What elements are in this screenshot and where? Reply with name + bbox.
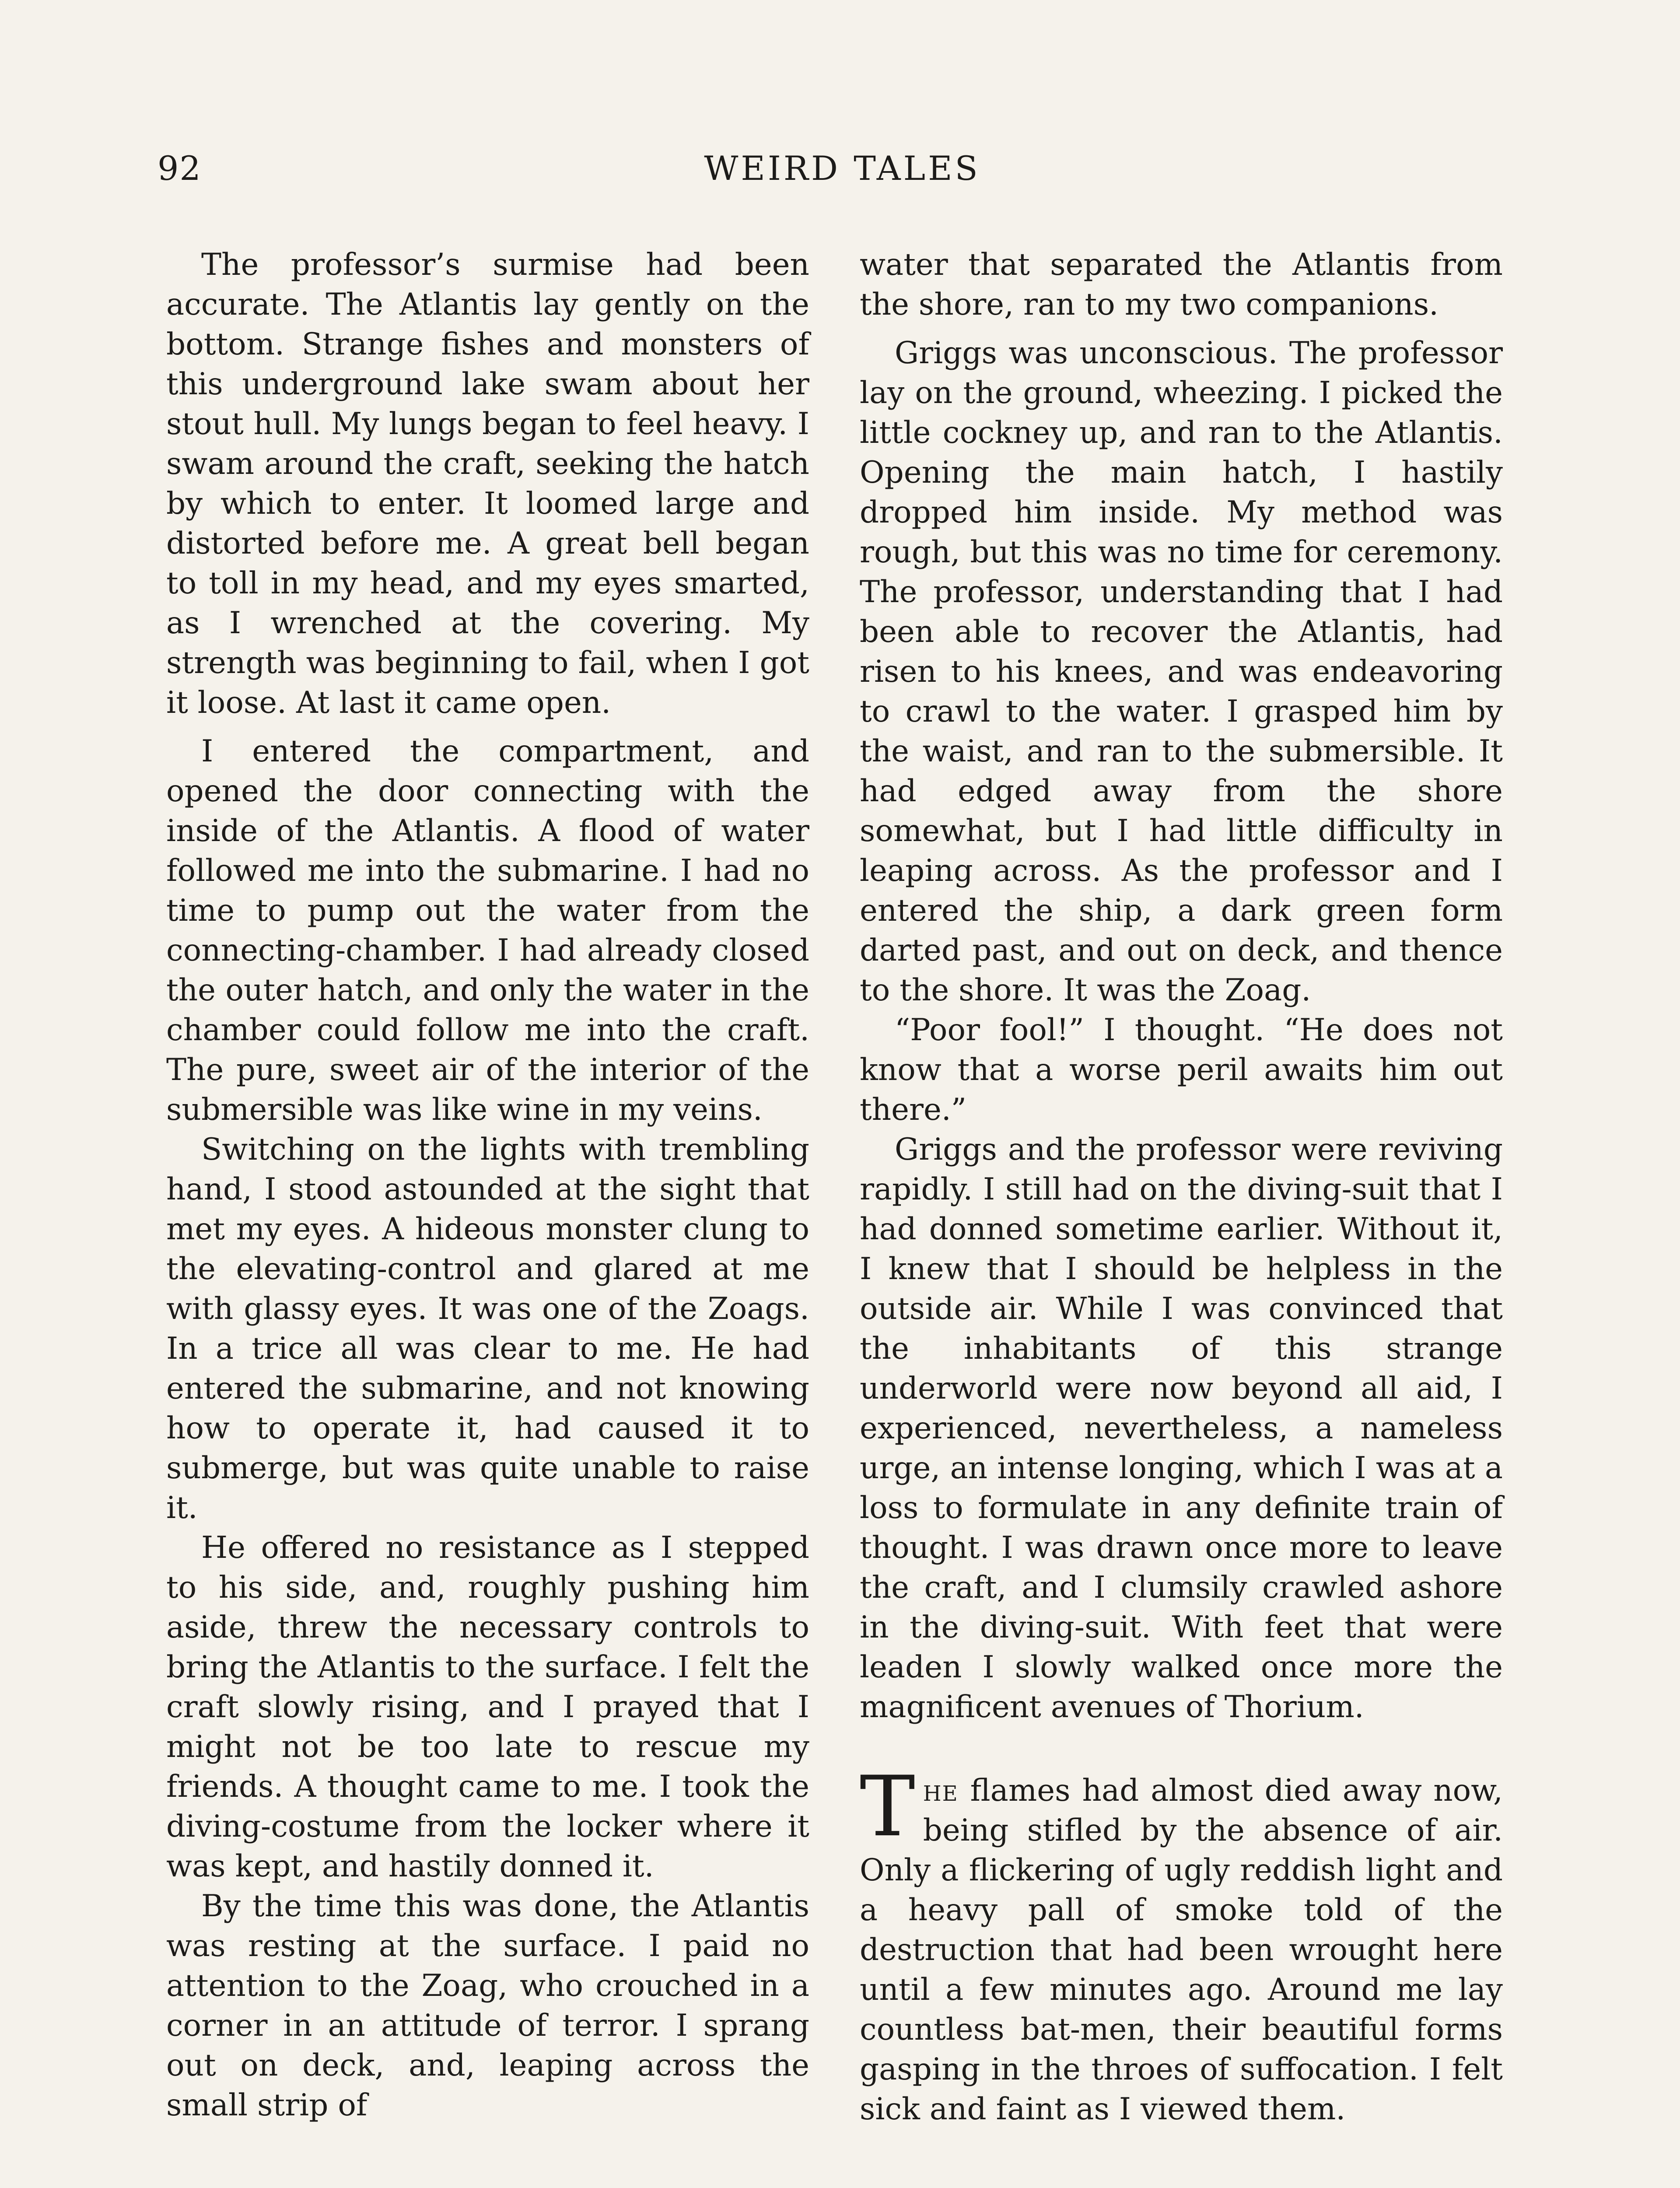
- right-column: [860, 245, 1503, 2129]
- left-column: [166, 245, 809, 2125]
- drop-cap: T: [860, 1758, 915, 1855]
- paragraph: The professor’s surmise had been accurate. The Atlantis lay gently on the bottom. Strange fishes and monsters of this underground lake swam about her stout hull. My lungs began to feel heavy. I swam around the craft, seeking the hatch by which to enter. It loomed large and distorted before me. A great bell began to toll in my head, and my eyes smarted, as I wrenched at the covering. My strength was beginning to fail, when I got it loose. At last it came open.: [166, 247, 809, 720]
- small-caps-lead: he: [923, 1773, 959, 1808]
- paragraph: Griggs and the professor were reviving rapidly. I still had on the diving-suit that I had donned sometime earlier. Without it, I knew that I should be helpless in the outside air. While I was convinced that the inhabitants of this strange underworld were now beyond all aid, I experienced, nevertheless, a nameless urge, an intense longing, which I was at a loss to formulate in any definite train of thought. I was drawn once more to leave the craft, and I clumsily crawled ashore in the diving-suit. With feet that were leaden I slowly walked once more the magnificent avenues of Thorium.: [860, 1132, 1503, 1725]
- paragraph: By the time this was done, the Atlantis was resting at the surface. I paid no attention to the Zoag, who crouched in a corner in an attitude of terror. I sprang out on deck, and, leaping across the small strip of: [166, 1889, 809, 2123]
- paragraph: I entered the compartment, and opened the door connecting with the inside of the Atlantis. A flood of water followed me into the submarine. I had no time to pump out the water from the connecting-chamber. I had already closed the outer hatch, and only the water in the chamber could follow me into the craft. The pure, sweet air of the interior of the submersible was like wine in my veins.: [166, 734, 809, 1127]
- paragraph-text: flames had almost died away now, being stifled by the absence of air. Only a flickering of ugly reddish light and a heavy pall of smoke told of the destruction that had been wrought here until a few minutes ago. Around me lay countless bat-men, their beautiful forms gasping in the throes of suffocation. I felt sick and faint as I viewed them.: [860, 1773, 1503, 2127]
- paragraph: Switching on the lights with trembling hand, I stood astounded at the sight that met my eyes. A hideous monster clung to the elevating-control and glared at me with glassy eyes. It was one of the Zoags. In a trice all was clear to me. He had entered the submarine, and not knowing how to operate it, had caused it to submerge, but was quite unable to raise it.: [166, 1132, 809, 1525]
- section-opening-paragraph: [860, 1758, 1503, 2129]
- page-header: [158, 149, 1527, 197]
- paragraph: Griggs was unconscious. The professor lay on the ground, wheezing. I picked the little cockney up, and ran to the Atlantis. Opening the main hatch, I hastily dropped him inside. My method was rough, but this was no time for ceremony. The professor, understanding that I had been able to recover the Atlantis, had risen to his knees, and was endeavoring to crawl to the water. I grasped him by the waist, and ran to the submersible. It had edged away from the shore somewhat, but I had little difficulty in leaping across. As the professor and I entered the ship, a dark green form darted past, and out on deck, and thence to the shore. It was the Zoag.: [860, 336, 1503, 1008]
- paragraph-continued: water that separated the Atlantis from the shore, ran to my two companions.: [860, 247, 1503, 322]
- paragraph: He offered no resistance as I stepped to his side, and, roughly pushing him aside, threw the necessary controls to bring the Atlantis to the surface. I felt the craft slowly rising, and I prayed that I might not be too late to rescue my friends. A thought came to me. I took the diving-costume from the locker where it was kept, and hastily donned it.: [166, 1530, 809, 1884]
- running-head: WEIRD TALES: [704, 149, 980, 188]
- page-number: 92: [158, 149, 202, 188]
- paragraph: “Poor fool!” I thought. “He does not know that a worse peril awaits him out there.”: [860, 1013, 1503, 1127]
